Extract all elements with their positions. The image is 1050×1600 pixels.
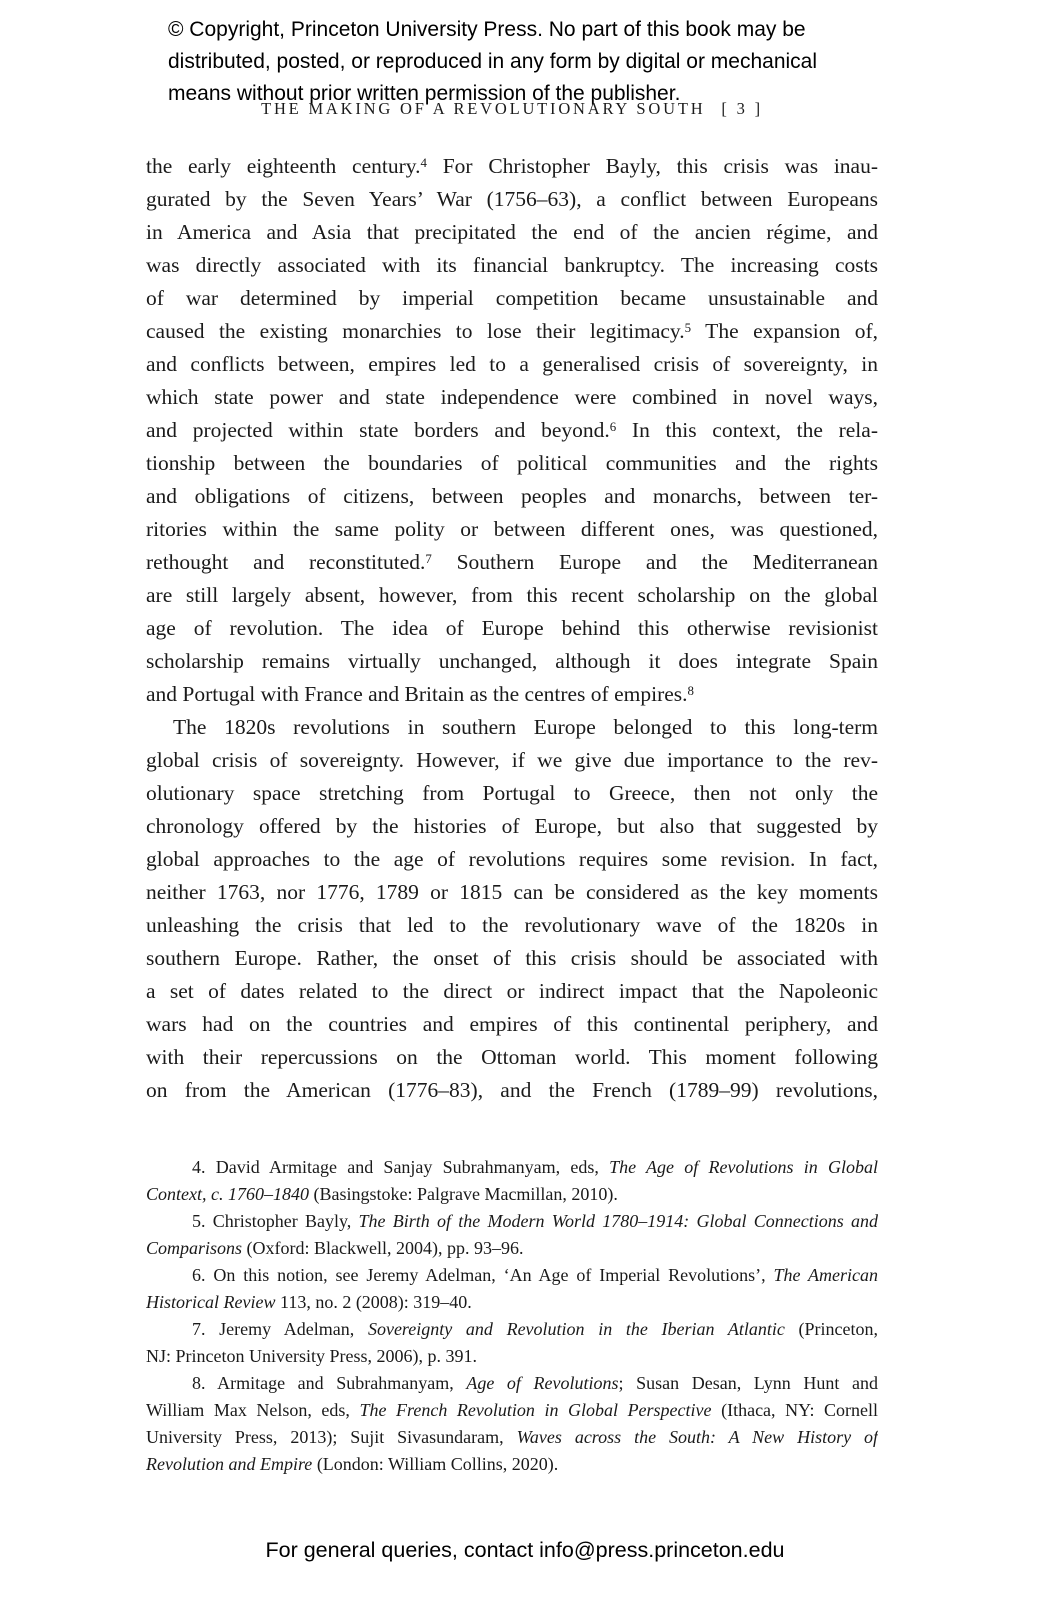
paragraph — [146, 150, 878, 711]
text-line — [146, 1181, 878, 1208]
footnote-marker: 4 — [420, 155, 427, 170]
text-segment: in America and Asia that precipitated the end of the ancien régime, and — [146, 220, 878, 244]
text-line — [146, 975, 878, 1008]
footnote-marker: 6 — [609, 419, 617, 434]
text-line — [146, 1008, 878, 1041]
footnote — [146, 1262, 878, 1316]
text-line — [146, 1397, 878, 1424]
text-segment: olutionary space stretching from Portugal to Greece, then not only the — [146, 781, 878, 805]
text-segment: 7. Jeremy Adelman, — [192, 1319, 368, 1339]
footnote-marker: 7 — [425, 551, 432, 566]
text-line — [146, 315, 878, 348]
italic-text: Waves across the South: A New History of — [516, 1427, 878, 1447]
text-segment: tionship between the boundaries of political communities and the rights — [146, 451, 878, 475]
text-line — [146, 1343, 878, 1370]
text-segment: (Basingstoke: Palgrave Macmillan, 2010). — [308, 1184, 618, 1204]
body-text — [146, 150, 878, 1107]
footnotes — [146, 1154, 878, 1478]
text-segment: In this context, the rela- — [616, 418, 878, 442]
italic-text: The French Revolution in Global Perspective — [359, 1400, 712, 1420]
text-line — [146, 612, 878, 645]
text-line — [146, 414, 878, 447]
copyright-notice — [168, 14, 928, 110]
footnote — [146, 1316, 878, 1370]
text-line — [146, 216, 878, 249]
text-line — [146, 909, 878, 942]
text-segment: (Ithaca, NY: Cornell — [711, 1400, 878, 1420]
text-segment: ritories within the same polity or between different ones, was questioned, — [146, 517, 878, 541]
text-line — [146, 150, 878, 183]
text-segment: rethought and reconstituted. — [146, 550, 426, 574]
page-number: [ 3 ] — [721, 99, 763, 118]
footnote — [146, 1370, 878, 1478]
copyright-line: © Copyright, Princeton University Press. No part of this book may be — [168, 18, 806, 41]
text-line — [146, 546, 878, 579]
text-line — [146, 183, 878, 216]
running-head — [146, 99, 878, 119]
text-segment: (London: William Collins, 2020). — [312, 1454, 559, 1474]
text-line — [146, 744, 878, 777]
text-line — [146, 348, 878, 381]
text-segment: chronology offered by the histories of Europe, but also that suggested by — [146, 814, 878, 838]
text-line — [146, 1370, 878, 1397]
italic-text: The American — [773, 1265, 878, 1285]
text-segment: 8. Armitage and Subrahmanyam, — [192, 1373, 467, 1393]
text-segment: age of revolution. The idea of Europe behind this otherwise revisionist — [146, 616, 878, 640]
copyright-line: means without prior written permission of the publisher. — [168, 82, 681, 105]
text-segment: 113, no. 2 (2008): 319–40. — [275, 1292, 472, 1312]
footnote — [146, 1154, 878, 1208]
text-segment: The 1820s revolutions in southern Europe belonged to this long-term — [173, 715, 878, 739]
italic-text: Sovereignty and Revolution in the Iberian Atlantic — [367, 1319, 785, 1339]
text-line — [146, 876, 878, 909]
text-segment: a set of dates related to the direct or indirect impact that the Napoleonic — [146, 979, 878, 1003]
text-line — [146, 810, 878, 843]
footer-contact: For general queries, contact info@press.princeton.edu — [265, 1538, 785, 1562]
text-segment: caused the existing monarchies to lose their legitimacy. — [146, 319, 685, 343]
text-segment: Southern Europe and the Mediterranean — [431, 550, 878, 574]
italic-text: Age of Revolutions — [466, 1373, 619, 1393]
text-line — [146, 1041, 878, 1074]
italic-text: Context, c. 1760–1840 — [146, 1184, 309, 1204]
italic-text: The Age of Revolutions in Global — [609, 1157, 878, 1177]
text-line — [146, 513, 878, 546]
text-line — [146, 1262, 878, 1289]
footnote-marker: 8 — [687, 683, 694, 698]
text-line — [146, 1316, 878, 1343]
text-line — [146, 282, 878, 315]
text-segment: and Portugal with France and Britain as the centres of empires. — [146, 682, 688, 706]
text-segment: For Christopher Bayly, this crisis was inau- — [426, 154, 878, 178]
text-line — [146, 1208, 878, 1235]
text-segment: wars had on the countries and empires of this continental periphery, and — [146, 1012, 878, 1036]
footnote — [146, 1208, 878, 1262]
text-segment: with their repercussions on the Ottoman world. This moment following — [146, 1045, 878, 1069]
text-line — [146, 678, 878, 711]
text-segment: are still largely absent, however, from this recent scholarship on the global — [146, 583, 878, 607]
text-segment: neither 1763, nor 1776, 1789 or 1815 can be considered as the key moments — [146, 880, 878, 904]
text-line — [146, 1154, 878, 1181]
text-segment: and conflicts between, empires led to a generalised crisis of sovereignty, in — [146, 352, 878, 376]
copyright-line: distributed, posted, or reproduced in any form by digital or mechanical — [168, 50, 818, 73]
text-segment: and obligations of citizens, between peoples and monarchs, between ter- — [146, 484, 878, 508]
text-line — [146, 447, 878, 480]
text-segment: global crisis of sovereignty. However, if we give due importance to the rev- — [146, 748, 878, 772]
text-line — [146, 645, 878, 678]
text-segment: ; Susan Desan, Lynn Hunt and — [618, 1373, 878, 1393]
italic-text: Revolution and Empire — [146, 1454, 313, 1474]
text-segment: global approaches to the age of revolutions requires some revision. In fact, — [146, 847, 878, 871]
text-segment: southern Europe. Rather, the onset of this crisis should be associated with — [146, 946, 878, 970]
text-segment: gurated by the Seven Years’ War (1756–63), a conflict between Europeans — [146, 187, 878, 211]
text-segment: The expansion of, — [691, 319, 878, 343]
text-line — [146, 1074, 878, 1107]
text-segment: 5. Christopher Bayly, — [192, 1211, 359, 1231]
text-segment: which state power and state independence were combined in novel ways, — [146, 385, 878, 409]
text-line — [146, 1289, 878, 1316]
text-segment: 4. David Armitage and Sanjay Subrahmanyam, eds, — [192, 1157, 610, 1177]
italic-text: Comparisons — [146, 1238, 243, 1258]
text-line — [146, 843, 878, 876]
text-line — [146, 1235, 878, 1262]
text-line — [146, 942, 878, 975]
text-segment: (Princeton, — [784, 1319, 878, 1339]
text-segment: unleashing the crisis that led to the revolutionary wave of the 1820s in — [146, 913, 878, 937]
text-line — [146, 579, 878, 612]
text-segment: was directly associated with its financial bankruptcy. The increasing costs — [146, 253, 878, 277]
text-segment: scholarship remains virtually unchanged, although it does integrate Spain — [146, 649, 878, 673]
text-line — [146, 1424, 878, 1451]
text-segment: William Max Nelson, eds, — [146, 1400, 360, 1420]
text-line — [146, 711, 878, 744]
italic-text: Historical Review — [146, 1292, 276, 1312]
text-segment: the early eighteenth century. — [146, 154, 421, 178]
paragraph — [146, 711, 878, 1107]
text-line — [146, 777, 878, 810]
text-line — [146, 249, 878, 282]
text-line — [146, 381, 878, 414]
text-segment: on from the American (1776–83), and the French (1789–99) revolutions, — [146, 1078, 878, 1102]
footnote-marker: 5 — [684, 320, 692, 335]
text-line — [146, 480, 878, 513]
text-line — [146, 1451, 878, 1478]
text-segment: of war determined by imperial competition became unsustainable and — [146, 286, 878, 310]
running-head-title: THE MAKING OF A REVOLUTIONARY SOUTH — [261, 99, 706, 118]
text-segment: (Oxford: Blackwell, 2004), pp. 93–96. — [242, 1238, 524, 1258]
text-segment: University Press, 2013); Sujit Sivasundaram, — [146, 1427, 517, 1447]
text-segment: NJ: Princeton University Press, 2006), p. 391. — [146, 1346, 477, 1366]
text-segment: and projected within state borders and beyond. — [146, 418, 610, 442]
text-segment: 6. On this notion, see Jeremy Adelman, ‘An Age of Imperial Revolutions’, — [192, 1265, 774, 1285]
italic-text: The Birth of the Modern World 1780–1914: Global Connections and — [358, 1211, 878, 1231]
